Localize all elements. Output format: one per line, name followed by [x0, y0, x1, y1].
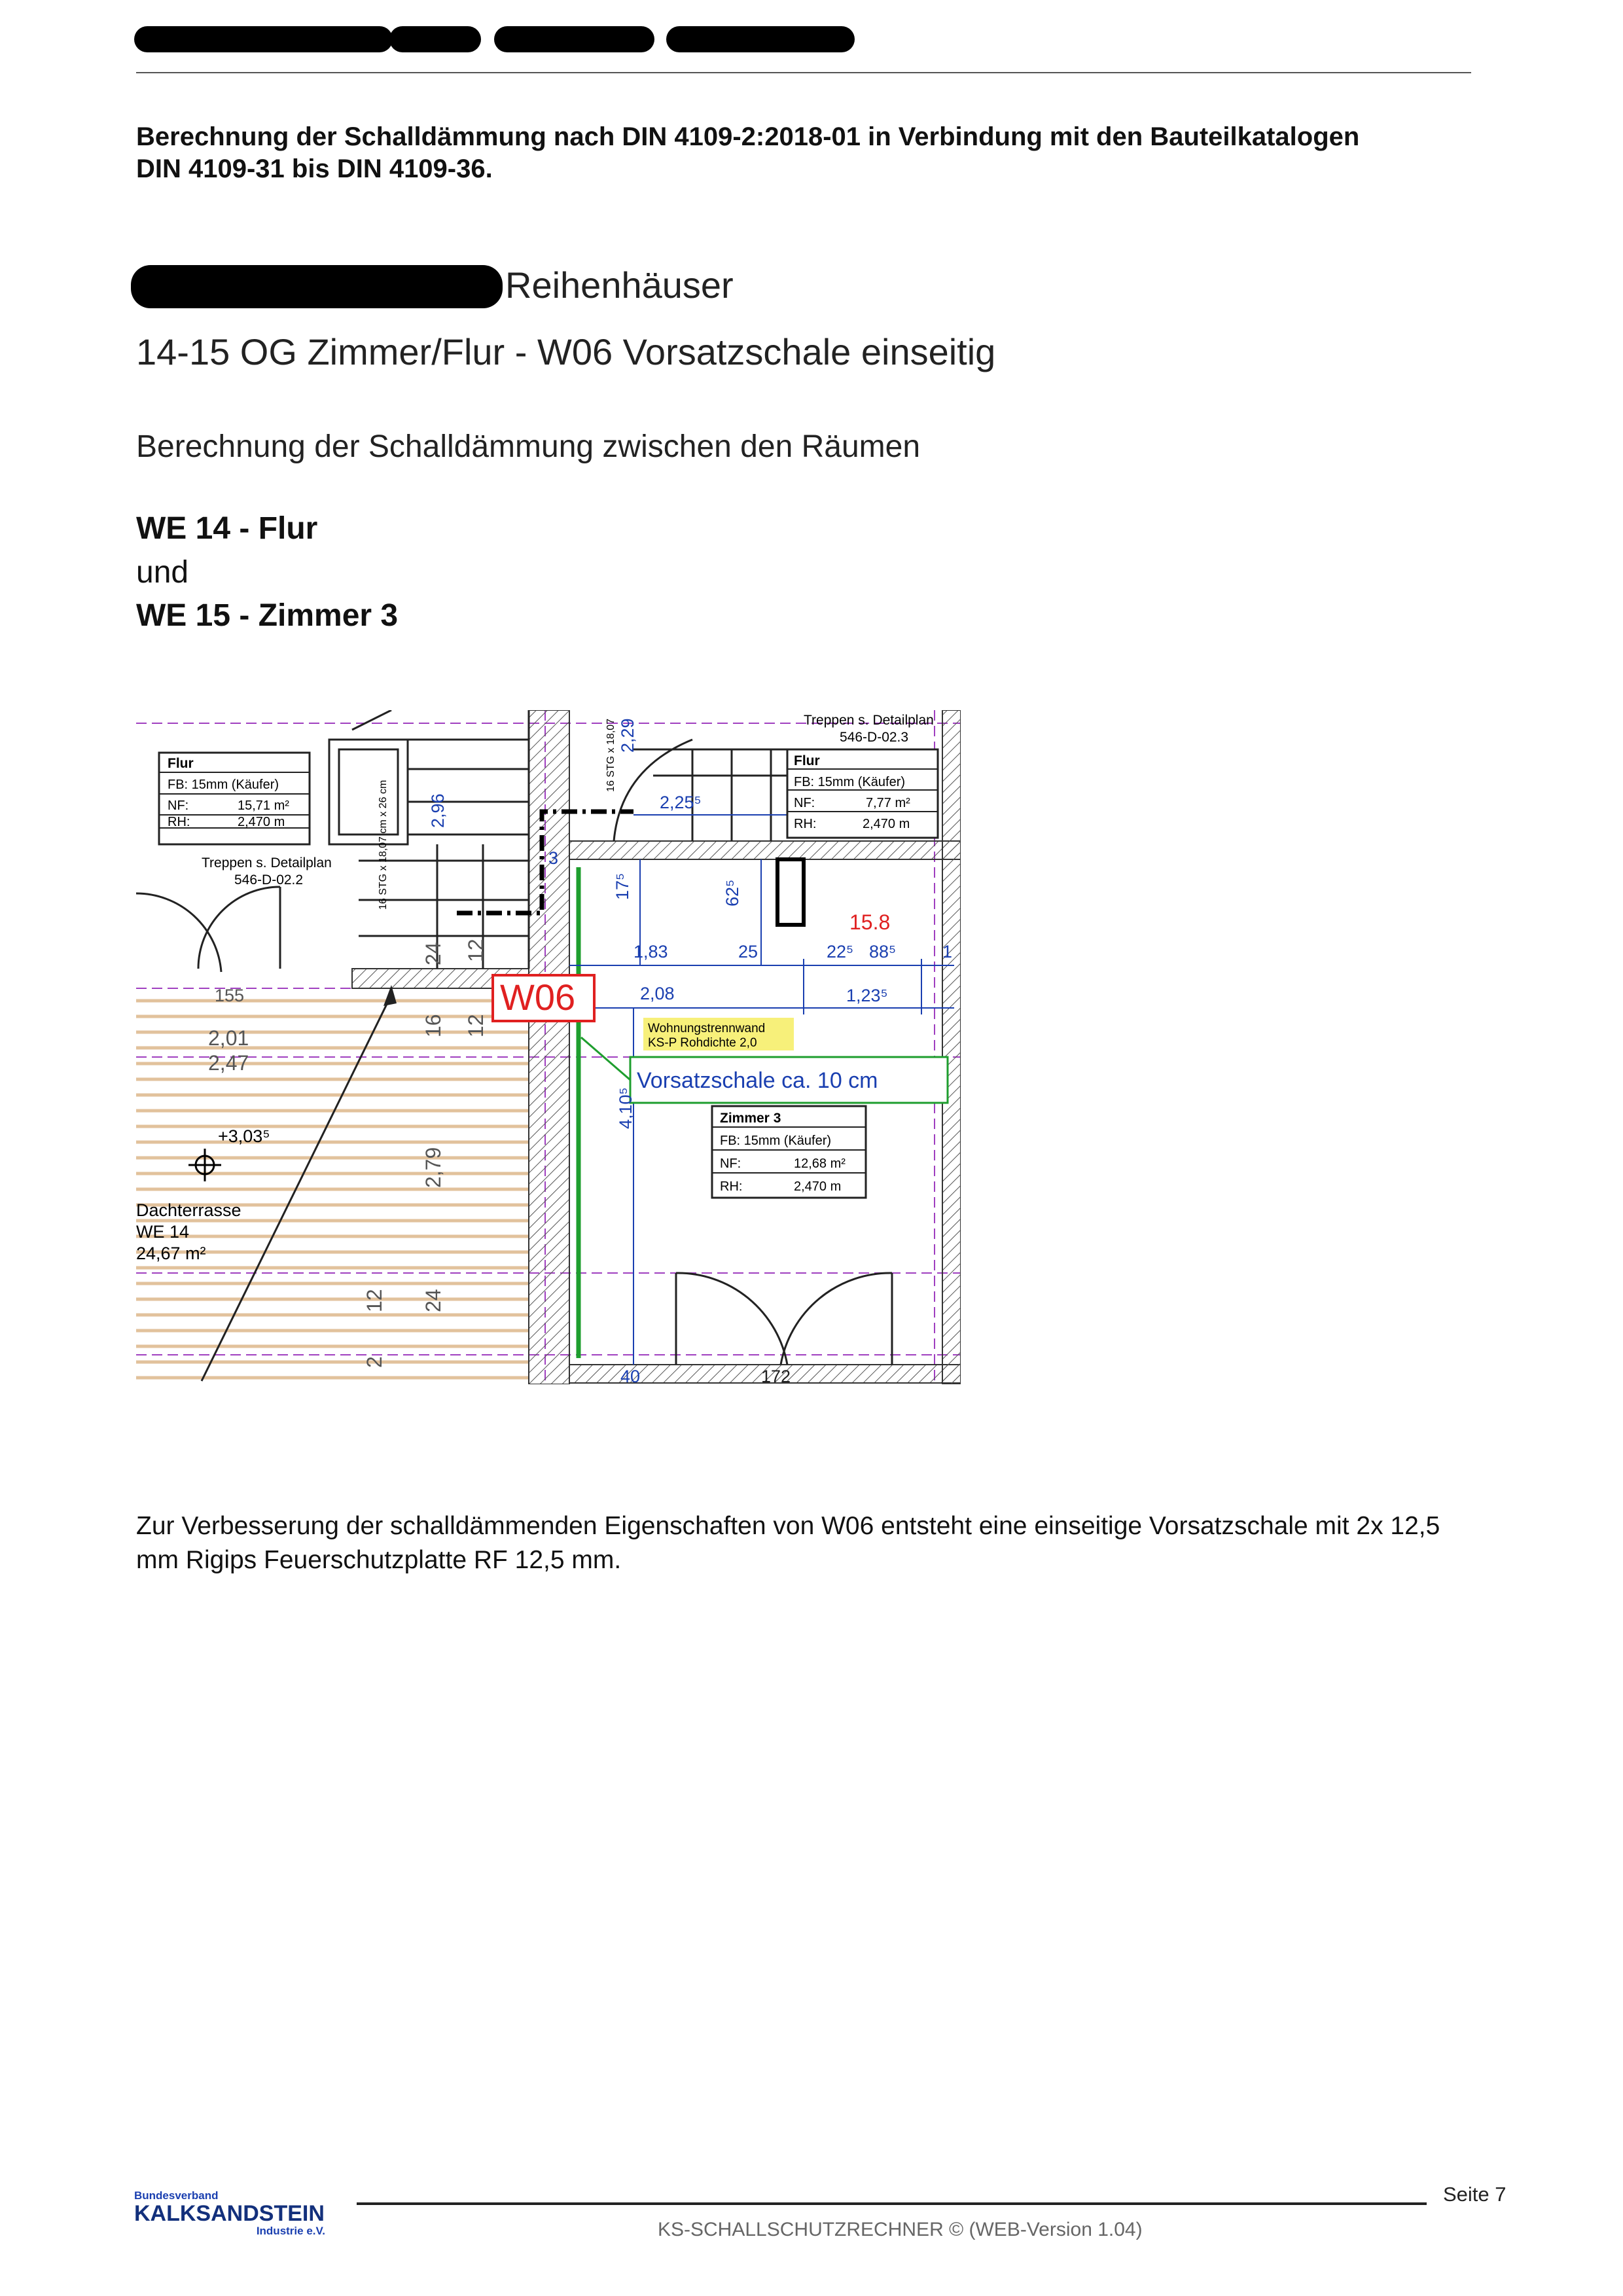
doc-title-line2: DIN 4109-31 bis DIN 4109-36.	[136, 154, 493, 183]
dim-296: 2,96	[428, 793, 448, 828]
dim-175: 17⁵	[613, 872, 632, 900]
flur-left-title: Flur	[168, 756, 194, 771]
zimmer3-title: Zimmer 3	[720, 1111, 781, 1126]
flur-right-nf-value: 7,77 m²	[866, 796, 910, 810]
dim-1: 1	[942, 942, 953, 961]
room1-label: WE 14 - Flur	[136, 511, 318, 546]
w06-label: W06	[500, 977, 576, 1018]
flur-right-fb: FB: 15mm (Käufer)	[794, 775, 906, 789]
stairs-text-2: 16 STG x 18,07	[605, 718, 616, 792]
dim-225: 2,25⁵	[660, 793, 702, 812]
wohnungstrennwand-line2: KS-P Rohdichte 2,0	[648, 1036, 757, 1050]
dim-40: 40	[620, 1367, 641, 1384]
terrace-area	[136, 988, 529, 1381]
treppen-right-line2: 546-D-02.3	[840, 730, 909, 745]
footer-rule	[357, 2202, 1427, 2205]
kalksandstein-logo	[134, 2189, 344, 2238]
flur-right-title: Flur	[794, 753, 820, 768]
logo-line1: Bundesverband	[134, 2189, 219, 2202]
dim-279: 2,79	[421, 1147, 445, 1188]
dim-885: 88⁵	[869, 942, 897, 961]
vorsatz-label: Vorsatzschale ca. 10 cm	[637, 1068, 878, 1093]
stairs-text-1: 16 STG x 18,07 cm x 26 cm	[378, 780, 389, 910]
flur-left-rh-label: RH:	[168, 815, 190, 829]
zimmer3-fb: FB: 15mm (Käufer)	[720, 1134, 832, 1148]
treppen-left-line1: Treppen s. Detailplan	[202, 855, 332, 870]
redacted-header-3	[494, 26, 654, 52]
dim-25: 25	[738, 942, 758, 961]
dim-12: 12	[464, 939, 488, 962]
terrace-line1: Dachterrasse	[136, 1200, 241, 1220]
page-number: Seite 7	[1443, 2183, 1507, 2206]
dim-201: 2,01	[208, 1026, 249, 1050]
flur-left-nf-label: NF:	[168, 798, 189, 813]
zimmer3-nf-label: NF:	[720, 1157, 741, 1171]
dim-24b: 24	[421, 1289, 445, 1312]
dim-172: 172	[761, 1367, 791, 1384]
dim-24: 24	[421, 942, 445, 965]
header-rule	[136, 72, 1471, 73]
terrace-line3: 24,67 m²	[136, 1244, 206, 1263]
redacted-header-2	[389, 26, 481, 52]
project-subtitle: 14-15 OG Zimmer/Flur - W06 Vorsatzschale einseitig	[136, 331, 996, 372]
treppen-right-line1: Treppen s. Detailplan	[804, 713, 934, 728]
zimmer3-rh-value: 2,470 m	[794, 1179, 842, 1194]
zimmer3-rh-label: RH:	[720, 1179, 743, 1194]
connector-label: und	[136, 555, 189, 590]
dim-208: 2,08	[640, 984, 675, 1003]
dim-225b: 22⁵	[827, 942, 854, 961]
terrace-line2: WE 14	[136, 1222, 190, 1242]
doc-title-line1: Berechnung der Schalldämmung nach DIN 4109-2:2018-01 in Verbindung mit den Bauteilkatalogen	[136, 122, 1360, 151]
body-text-line2: mm Rigips Feuerschutzplatte RF 12,5 mm.	[136, 1546, 622, 1574]
dim-4105: 4,10⁵	[616, 1087, 635, 1129]
dim-229: 2,29	[618, 718, 637, 753]
dim-3: 3	[548, 848, 559, 868]
flur-right-rh-value: 2,470 m	[863, 817, 910, 831]
body-text-line1: Zur Verbesserung der schalldämmenden Eigenschaften von W06 entsteht eine einseitige Vorsatzschale mit 2x 12,5	[136, 1512, 1440, 1540]
redacted-project-name	[131, 265, 503, 308]
dim-16: 16	[421, 1014, 445, 1037]
dim-1235: 1,23⁵	[846, 986, 888, 1005]
room-number: 15.8	[849, 910, 891, 934]
dim-247: 2,47	[208, 1051, 249, 1075]
floor-plan-drawing	[136, 710, 961, 1384]
footer-product: KS-SCHALLSCHUTZRECHNER © (WEB-Version 1.04)	[658, 2219, 1143, 2240]
treppen-left-line2: 546-D-02.2	[234, 872, 304, 888]
flur-right-rh-label: RH:	[794, 817, 817, 831]
level-label: +3,03⁵	[218, 1126, 270, 1146]
dim-12b: 12	[464, 1014, 488, 1037]
logo-line2: KALKSANDSTEIN	[134, 2201, 325, 2226]
project-name-suffix: Reihenhäuser	[505, 264, 734, 306]
dim-183: 1,83	[633, 942, 668, 961]
flur-left-nf-value: 15,71 m²	[238, 798, 289, 813]
redacted-header-4	[666, 26, 855, 52]
flur-left-fb: FB: 15mm (Käufer)	[168, 778, 279, 792]
dim-2: 2	[363, 1356, 386, 1368]
dim-625: 62⁵	[722, 879, 742, 906]
dim-12c: 12	[363, 1289, 386, 1312]
room2-label: WE 15 - Zimmer 3	[136, 598, 399, 633]
section-heading: Berechnung der Schalldämmung zwischen den Räumen	[136, 429, 921, 464]
flur-right-nf-label: NF:	[794, 796, 815, 810]
wohnungstrennwand-line1: Wohnungstrennwand	[648, 1022, 766, 1035]
flur-left-rh-value: 2,470 m	[238, 815, 285, 829]
dim-155: 155	[215, 986, 245, 1005]
logo-line3: Industrie e.V.	[256, 2225, 325, 2237]
redacted-header-1	[134, 26, 393, 52]
zimmer3-nf-value: 12,68 m²	[794, 1157, 846, 1171]
